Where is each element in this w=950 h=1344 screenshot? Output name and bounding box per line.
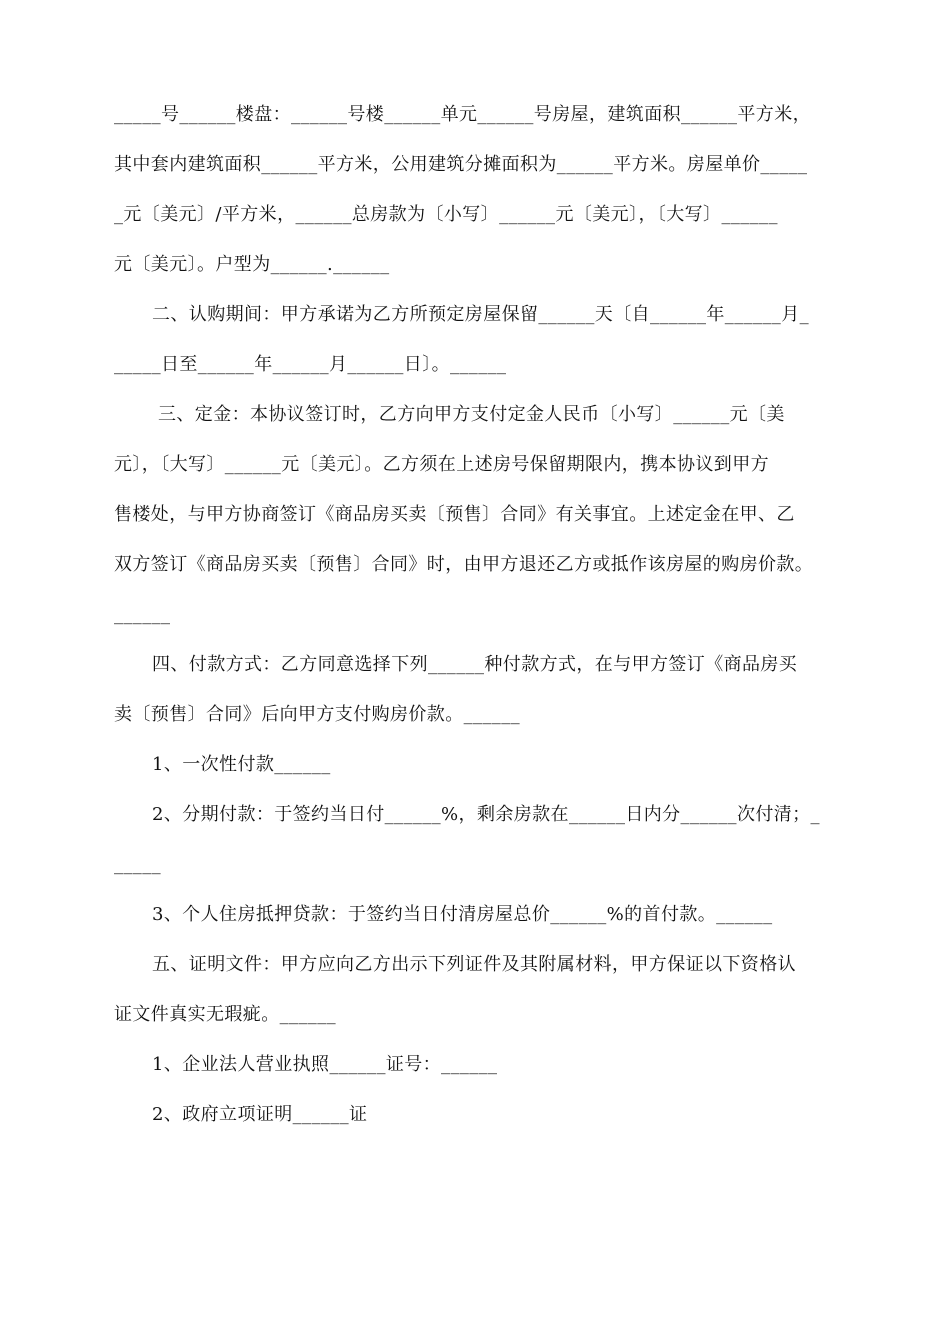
deposit-line-3: 售楼处，与甲方协商签订《商品房买卖〔预售〕合同》有关事宜。上述定金在甲、乙 [114,504,795,525]
subscription-period-line-2: _____日至______年______月______日〕。______ [114,354,507,375]
deposit-line-4: 双方签订《商品房买卖〔预售〕合同》时，由甲方退还乙方或抵作该房屋的购房价款。 [114,554,814,575]
property-details-line-2: 其中套内建筑面积______平方米，公用建筑分摊面积为______平方米。房屋单价_____ [114,154,808,175]
installment-payment-line-2: _____ [114,854,161,875]
property-details-line-3: _元〔美元〕/平方米，______总房款为〔小写〕______元〔美元〕，〔大写〕______ [114,204,778,225]
installment-payment-line-1: 2、分期付款：于签约当日付______%，剩余房款在______日内分______次付清；_ [152,804,820,825]
mortgage-payment-line: 3、个人住房抵押贷款：于签约当日付清房屋总价______%的首付款。______ [152,904,773,925]
deposit-line-5: ______ [114,604,171,625]
property-details-line-4: 元〔美元〕。户型为______.______ [114,254,390,275]
deposit-line-2: 元〕，〔大写〕______元〔美元〕。乙方须在上述房号保留期限内，携本协议到甲方 [114,454,769,475]
payment-method-line-1: 四、付款方式：乙方同意选择下列______种付款方式，在与甲方签订《商品房买 [152,654,798,675]
business-license-line: 1、企业法人营业执照______证号：______ [152,1054,498,1075]
subscription-period-line-1: 二、认购期间：甲方承诺为乙方所预定房屋保留______天〔自______年______月_ [152,304,809,325]
payment-method-line-2: 卖〔预售〕合同》后向甲方支付购房价款。______ [114,704,520,725]
government-approval-line: 2、政府立项证明______证 [152,1104,368,1125]
property-details-line-1: _____号______楼盘：______号楼______单元______号房屋，建筑面积______平方米， [114,104,811,125]
certificates-line-1: 五、证明文件：甲方应向乙方出示下列证件及其附属材料，甲方保证以下资格认 [152,954,796,975]
lump-sum-payment-line: 1、一次性付款______ [152,754,331,775]
deposit-line-1: 三、定金：本协议签订时，乙方向甲方支付定金人民币〔小写〕______元〔美 [158,404,785,425]
certificates-line-2: 证文件真实无瑕疵。______ [114,1004,336,1025]
